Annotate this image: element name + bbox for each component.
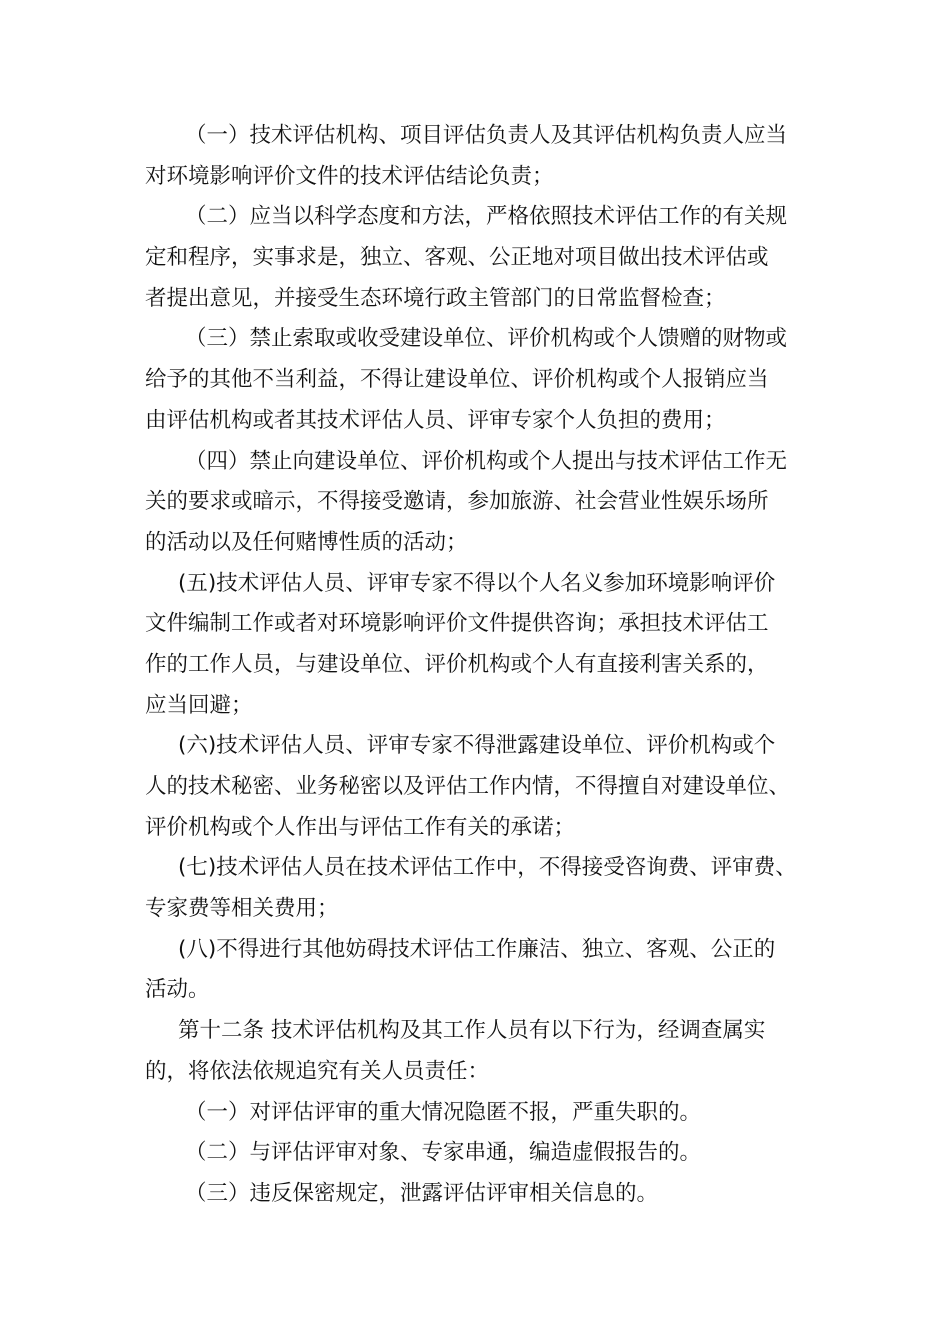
paragraph-line: (八)不得进行其他妨碍技术评估工作廉洁、独立、客观、公正的 [178, 936, 776, 962]
paragraph-line: 应当回避； [145, 692, 253, 718]
paragraph-line: 评价机构或个人作出与评估工作有关的承诺； [145, 814, 576, 840]
paragraph-line: （一）对评估评审的重大情况隐匿不报，严重失职的。 [185, 1099, 702, 1125]
article-heading-line: 第十二条 技术评估机构及其工作人员有以下行为，经调查属实 [178, 1018, 766, 1044]
paragraph-line: 者提出意见，并接受生态环境行政主管部门的日常监督检查； [145, 285, 726, 311]
paragraph-line: (六)技术评估人员、评审专家不得泄露建设单位、评价机构或个 [178, 733, 776, 759]
paragraph-line: （四）禁止向建设单位、评价机构或个人提出与技术评估工作无 [185, 448, 788, 474]
paragraph-line: 的，将依法依规追究有关人员责任： [145, 1058, 490, 1084]
paragraph-line: （三）禁止索取或收受建设单位、评价机构或个人馈赠的财物或 [185, 326, 788, 352]
paragraph-line: 对环境影响评价文件的技术评估结论负责； [145, 163, 554, 189]
document-body [145, 116, 815, 1215]
paragraph-line: （二）与评估评审对象、专家串通，编造虚假报告的。 [185, 1140, 702, 1166]
paragraph-line: 的活动以及任何赌博性质的活动； [145, 529, 468, 555]
paragraph-line: （二）应当以科学态度和方法，严格依照技术评估工作的有关规 [185, 204, 788, 230]
paragraph-line: （一）技术评估机构、项目评估负责人及其评估机构负责人应当 [185, 123, 788, 148]
paragraph-line: 由评估机构或者其技术评估人员、评审专家个人负担的费用； [145, 407, 726, 433]
paragraph-line: 关的要求或暗示，不得接受邀请，参加旅游、社会营业性娱乐场所 [145, 489, 769, 515]
paragraph-line: 专家费等相关费用； [145, 896, 339, 922]
paragraph-line: 人的技术秘密、业务秘密以及评估工作内情，不得擅自对建设单位、 [145, 774, 791, 799]
paragraph-line: (五)技术评估人员、评审专家不得以个人名义参加环境影响评价 [178, 570, 776, 596]
paragraph-line: 作的工作人员，与建设单位、评价机构或个人有直接利害关系的， [145, 651, 769, 677]
paragraph-line: (七)技术评估人员在技术评估工作中，不得接受咨询费、评审费、 [178, 855, 797, 881]
paragraph-line: 文件编制工作或者对环境影响评价文件提供咨询；承担技术评估工 [145, 611, 769, 637]
paragraph-line: 定和程序，实事求是，独立、客观、公正地对项目做出技术评估或 [145, 245, 769, 271]
paragraph-line: 活动。 [145, 977, 210, 1003]
paragraph-line: 给予的其他不当利益，不得让建设单位、评价机构或个人报销应当 [145, 367, 769, 393]
paragraph-line: （三）违反保密规定，泄露评估评审相关信息的。 [185, 1180, 659, 1206]
